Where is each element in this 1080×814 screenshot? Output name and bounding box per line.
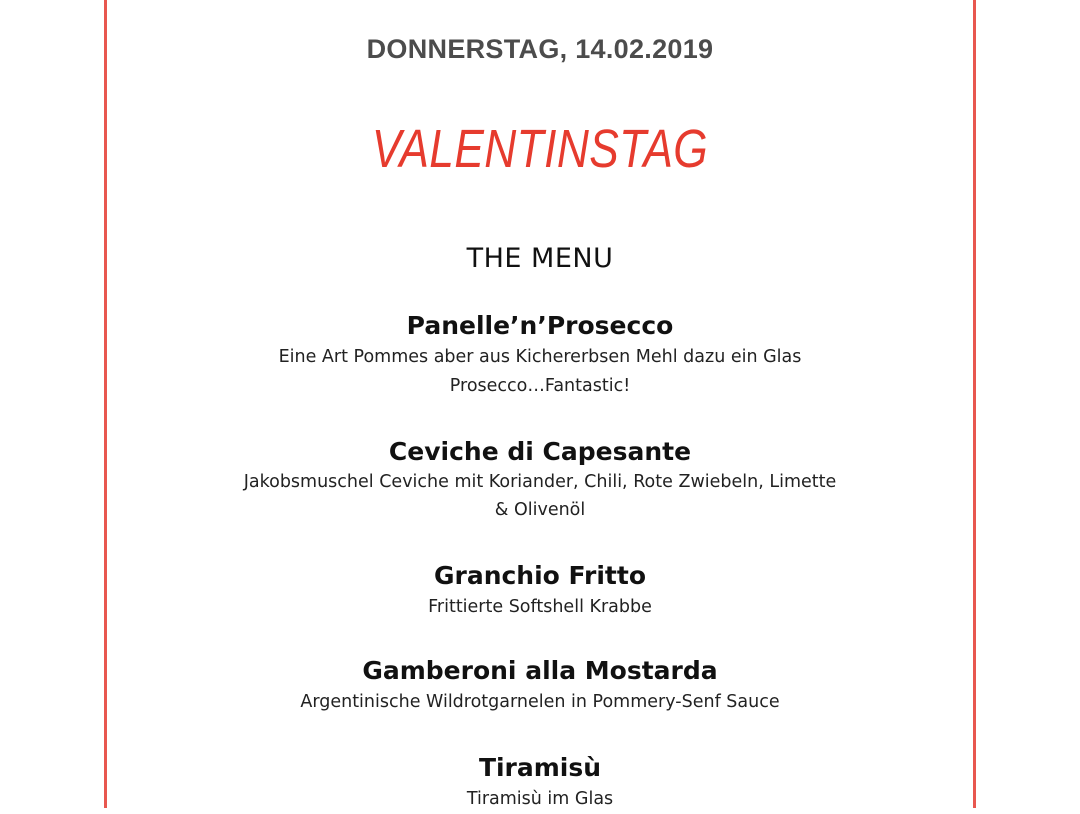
course-item <box>0 309 1080 401</box>
course-description: Prosecco…Fantastic! <box>449 376 631 396</box>
course-name: Panelle’n’Prosecco <box>406 311 674 340</box>
event-date: DONNERSTAG, 14.02.2019 <box>366 34 714 64</box>
event-title: VALENTINSTAG <box>371 119 709 179</box>
menu-heading: THE MENU <box>466 243 614 274</box>
course-description: Frittierte Softshell Krabbe <box>428 597 652 617</box>
course-description: Tiramisù im Glas <box>466 789 614 809</box>
course-description: Jakobsmuschel Ceviche mit Koriander, Chili, Rote Zwiebeln, Limette <box>243 472 837 492</box>
course-name: Granchio Fritto <box>433 561 647 590</box>
course-item <box>0 559 1080 622</box>
course-item <box>0 654 1080 717</box>
course-item <box>0 751 1080 814</box>
course-name: Ceviche di Capesante <box>388 437 692 466</box>
course-description: & Olivenöl <box>494 500 586 520</box>
course-name: Gamberoni alla Mostarda <box>362 656 718 685</box>
course-item <box>0 435 1080 525</box>
course-name: Tiramisù <box>478 753 602 782</box>
course-description: Argentinische Wildrotgarnelen in Pommery-Senf Sauce <box>300 692 780 712</box>
course-description: Eine Art Pommes aber aus Kichererbsen Mehl dazu ein Glas <box>278 347 802 367</box>
